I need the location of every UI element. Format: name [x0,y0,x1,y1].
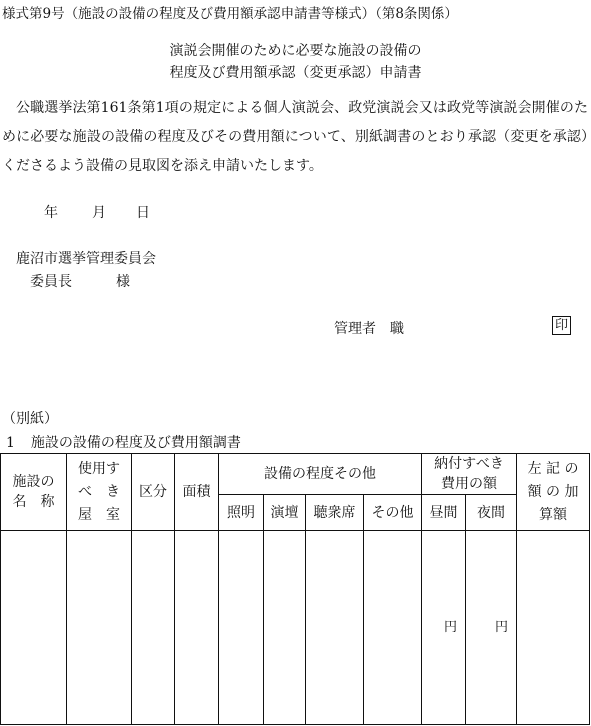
cell-total[interactable] [517,531,590,725]
date-year: 年 [44,205,58,221]
header-total-line1: 左 記 の [527,460,579,477]
cell-night[interactable] [466,531,517,725]
recipient-committee: 鹿沼市選挙管理委員会 [16,251,156,267]
header-total-line2: 額 の 加 [527,483,579,500]
appendix-label: （別紙） [2,411,58,427]
date-day: 日 [136,205,150,221]
header-room-line1: 使用す [78,460,120,477]
cell-other[interactable] [364,531,422,725]
header-equipment-group: 設備の程度その他 [219,454,422,495]
night-yen-unit: 円 [495,619,509,635]
header-room-line2: べ き [78,483,120,500]
header-total [517,454,590,531]
header-night: 夜間 [466,495,517,531]
cell-lighting[interactable] [219,531,264,725]
cell-room[interactable] [67,531,132,725]
header-category: 区分 [132,454,175,531]
date-line [44,202,150,222]
chairman-label: 委員長 [30,274,72,290]
document-title-line2: 程度及び費用額承認（変更承認）申請書 [169,65,422,81]
table-row [1,531,590,725]
equipment-fee-table [0,453,590,725]
date-month: 月 [92,205,106,221]
application-body-text: 公職選挙法第161条第1項の規定による個人演説会、政党演説会又は政党等演説会開催のために必要な施設の設備の程度及びその費用額について、別紙調書のとおり承認（変更を承認）くださるよう設備の見取図を添え申請いたします。 [2,100,588,174]
header-facility-name-line2: 名 称 [12,494,55,510]
header-area: 面積 [175,454,219,531]
header-facility-name-line1: 施設の [12,474,55,490]
header-fee-group-line1: 納付すべき [434,456,504,472]
cell-podium[interactable] [264,531,306,725]
header-total-line3: 算額 [539,506,568,523]
daytime-yen-unit: 円 [443,619,457,635]
header-daytime: 昼間 [422,495,466,531]
cell-area[interactable] [175,531,219,725]
cell-daytime[interactable] [422,531,466,725]
manager-label: 管理者 [334,321,376,337]
section-number: 1 [6,435,15,451]
seal-mark: 印 [552,316,571,335]
form-number-header: 様式第9号（施設の設備の程度及び費用額承認申請書等様式）（第8条関係） [2,6,458,22]
cell-seating[interactable] [306,531,364,725]
position-label: 職 [390,321,404,337]
header-room [67,454,132,531]
header-facility-name [1,454,67,531]
header-fee-group [422,454,517,495]
header-podium: 演壇 [264,495,306,531]
cell-facility-name[interactable] [1,531,67,725]
header-fee-group-line2: 費用の額 [441,476,497,492]
honorific-label: 様 [116,274,130,290]
recipient-chairman [30,271,130,291]
section-title-text: 施設の設備の程度及び費用額調書 [30,435,241,451]
document-title-line1: 演説会開催のために必要な施設の設備の [169,43,422,59]
applicant-line [334,318,404,338]
header-other: その他 [364,495,422,531]
section-title [6,432,241,452]
header-seating: 聴衆席 [306,495,364,531]
cell-category[interactable] [132,531,175,725]
header-lighting: 照明 [219,495,264,531]
header-room-line3: 屋 室 [78,506,120,523]
